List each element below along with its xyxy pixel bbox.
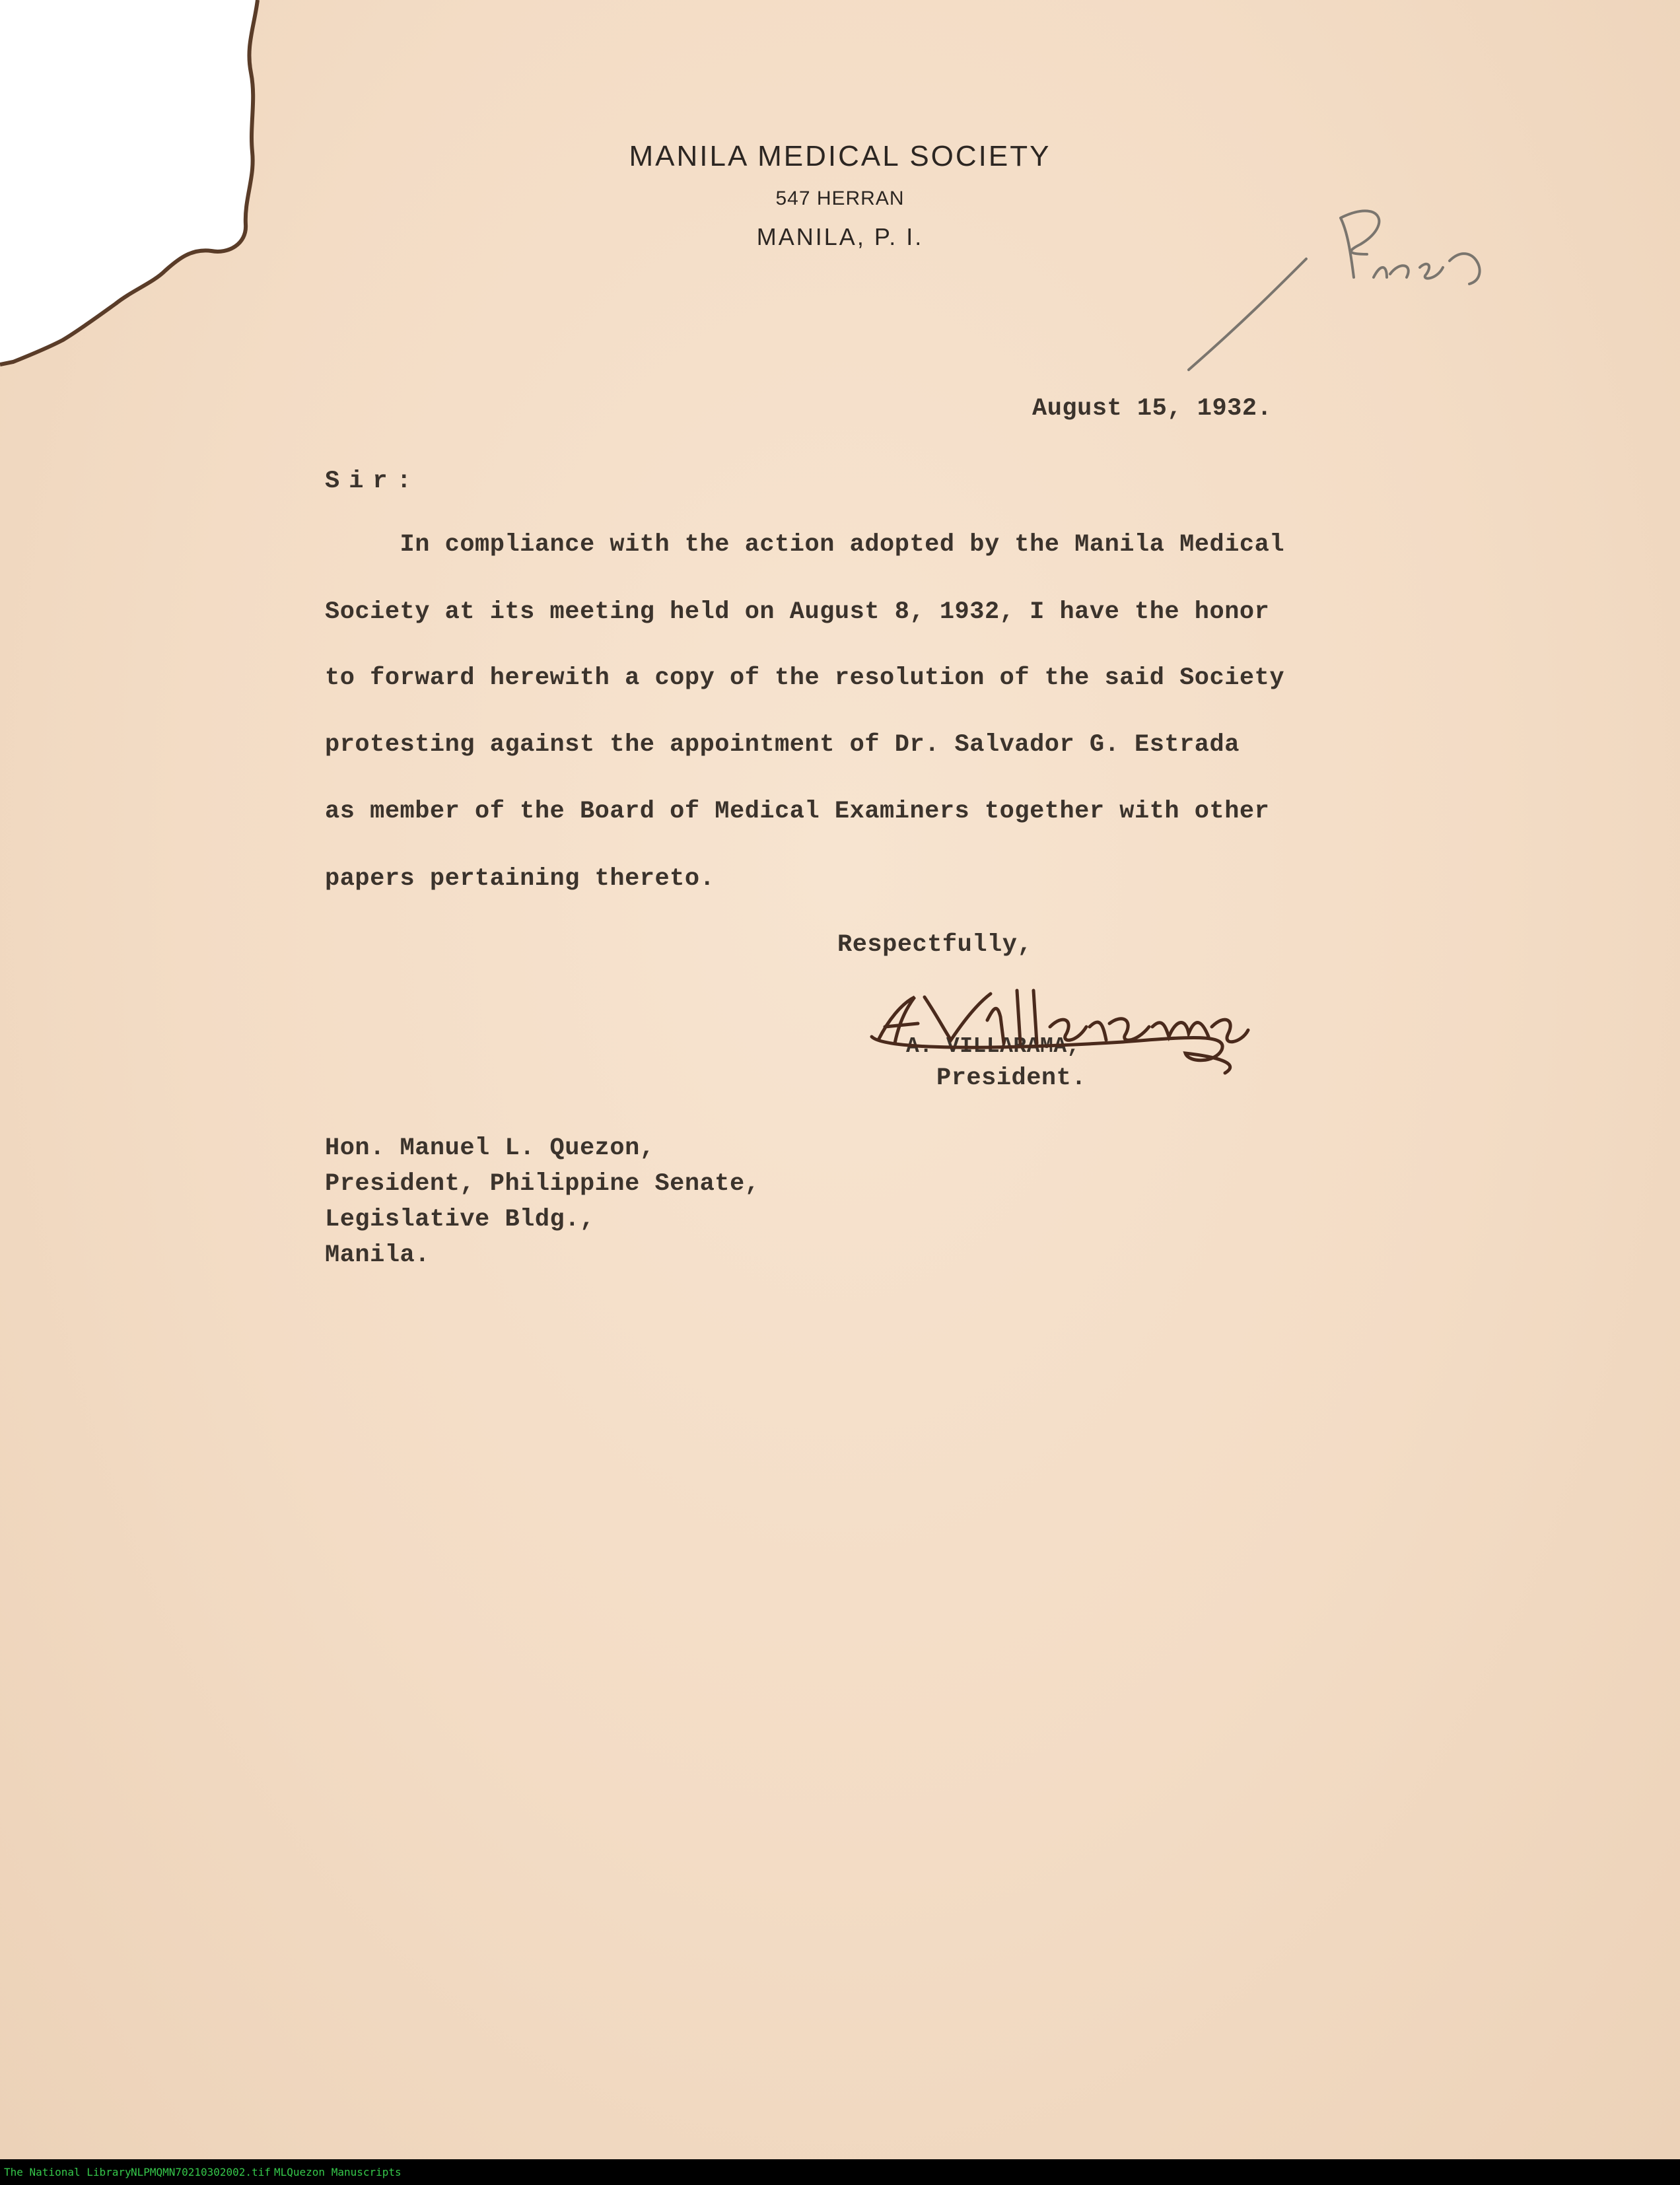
signer-title: President. — [936, 1064, 1087, 1092]
body-line-3: to forward herewith a copy of the resolution of the said Society — [325, 664, 1285, 692]
archive-footer-bar — [0, 2159, 1680, 2185]
body-line-6: papers pertaining thereto. — [325, 865, 715, 893]
footer-library: The National Library — [4, 2166, 131, 2178]
letterhead-society-name: MANILA MEDICAL SOCIETY — [629, 140, 1051, 172]
signer-name: A. VILLARAMA, — [906, 1034, 1080, 1058]
body-line-5: as member of the Board of Medical Examiners together with other — [325, 798, 1270, 825]
letter-date: August 15, 1932. — [1032, 395, 1273, 423]
recipient-line-2: President, Philippine Senate, — [325, 1170, 760, 1198]
salutation: Sir: — [325, 468, 421, 495]
closing: Respectfully, — [837, 931, 1033, 959]
recipient-line-3: Legislative Bldg., — [325, 1206, 595, 1233]
body-line-1: In compliance with the action adopted by the Manila Medical — [325, 531, 1285, 559]
letterhead-city: MANILA, P. I. — [756, 223, 924, 250]
letterhead-address: 547 HERRAN — [775, 188, 905, 209]
recipient-line-1: Hon. Manuel L. Quezon, — [325, 1134, 655, 1162]
body-line-2: Society at its meeting held on August 8, 1932, I have the honor — [325, 598, 1270, 626]
footer-file-id: NLPMQMN70210302002.tif — [131, 2166, 271, 2178]
body-line-4: protesting against the appointment of Dr. Salvador G. Estrada — [325, 731, 1240, 759]
torn-corner — [0, 0, 277, 383]
footer-collection: MLQuezon Manuscripts — [274, 2166, 402, 2178]
recipient-line-4: Manila. — [325, 1241, 430, 1269]
